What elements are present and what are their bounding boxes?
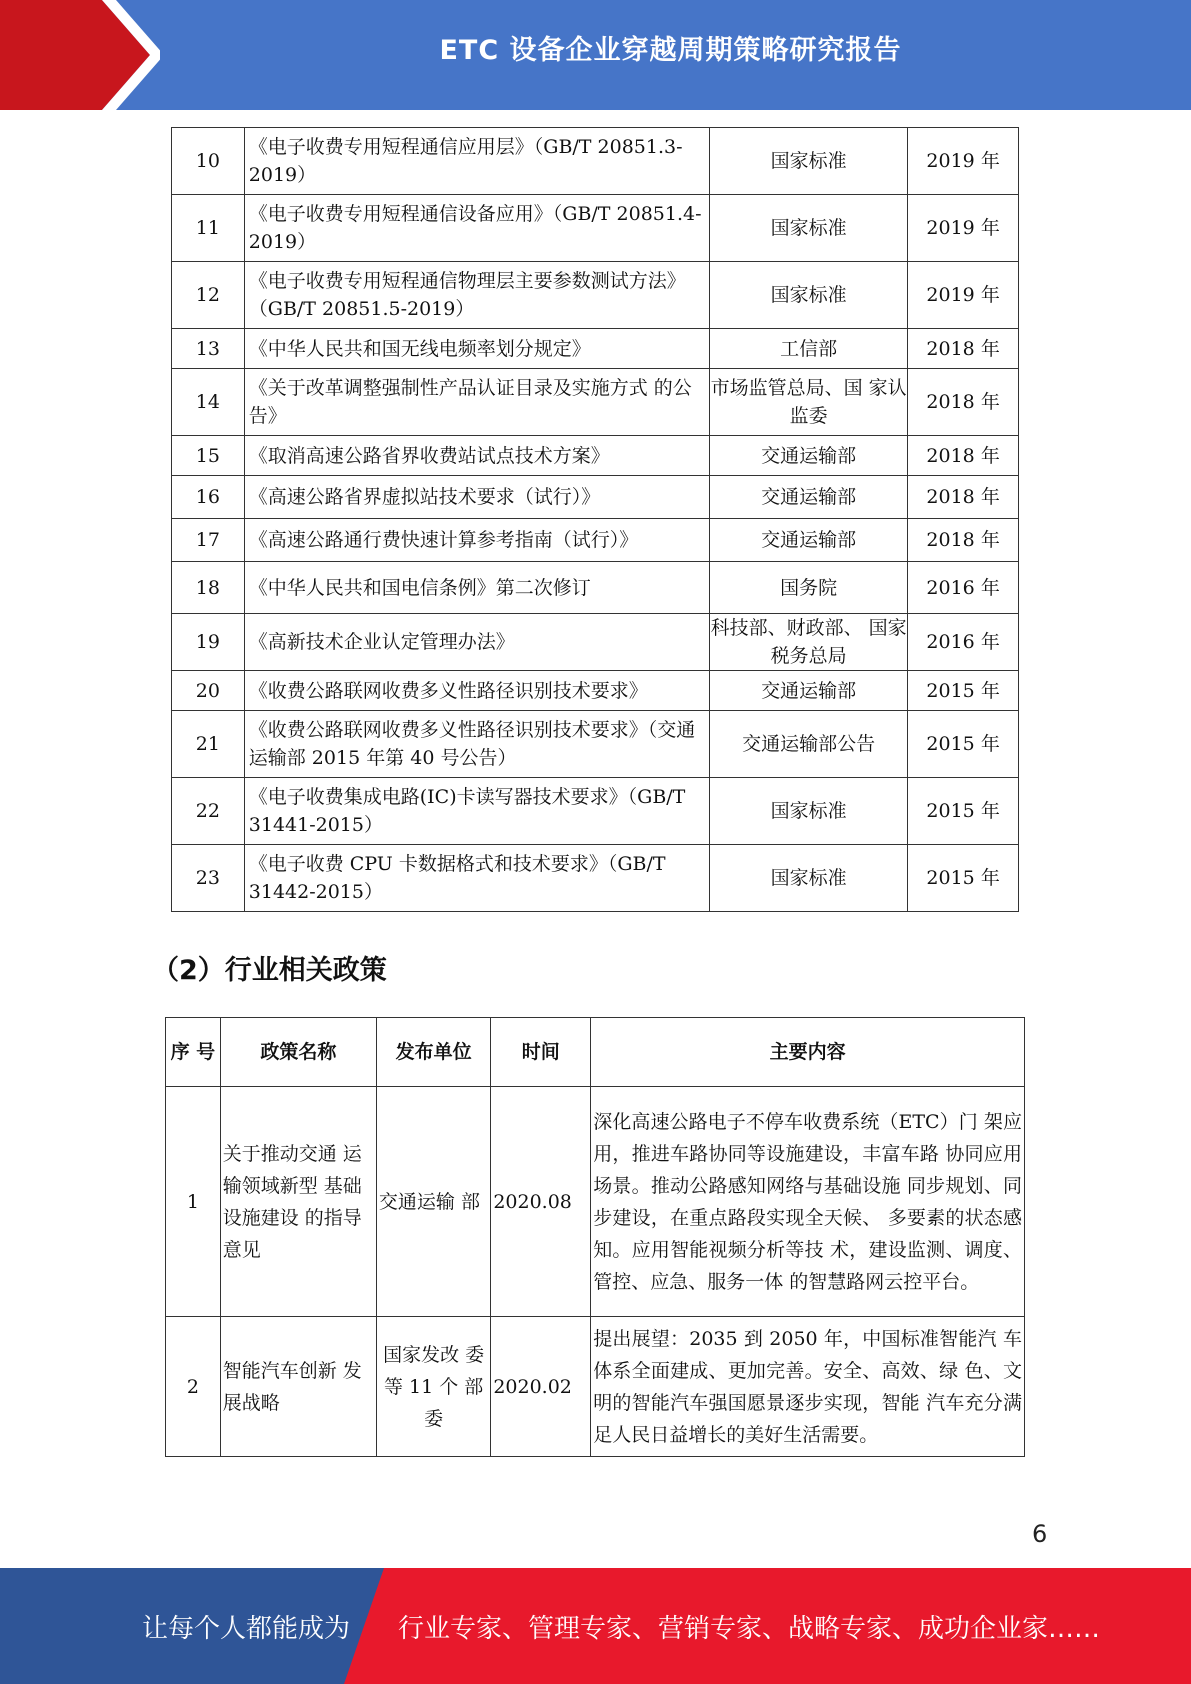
table-row (172, 262, 1019, 329)
policy-content: 提出展望：2035 到 2050 年，中国标准智能汽 车体系全面建成、更加完善。安全、高效、绿 色、文明的智能汽车强国愿景逐步实现，智能 汽车充分满足人民日益增长的美好生活需要。 (591, 1317, 1025, 1457)
std-publisher: 国家标准 (710, 128, 908, 195)
policy-name: 关于推动交通 运输领域新型 基础设施建设 的指导意见 (220, 1087, 376, 1317)
policy-publisher: 交通运输 部 (376, 1087, 490, 1317)
std-num: 17 (172, 519, 245, 562)
std-name: 《中华人民共和国电信条例》第二次修订 (244, 562, 709, 614)
std-publisher: 国家标准 (710, 195, 908, 262)
table-row (172, 476, 1019, 519)
std-year: 2018 年 (908, 476, 1019, 519)
std-publisher: 交通运输部 (710, 436, 908, 476)
std-year: 2018 年 (908, 436, 1019, 476)
policy-content: 深化高速公路电子不停车收费系统（ETC）门 架应用，推进车路协同等设施建设，丰富车路 协同应用场景。推动公路感知网络与基础设施 同步规划、同步建设，在重点路段实现全天候、 多要素的状态感知。应用智能视频分析等技 术，建设监测、调度、管控、应急、服务一体 的智慧路网云控平台。 (591, 1087, 1025, 1317)
std-name: 《收费公路联网收费多义性路径识别技术要求》（交通运输部 2015 年第 40 号公告） (244, 711, 709, 778)
std-year: 2018 年 (908, 519, 1019, 562)
table-row (172, 329, 1019, 369)
std-year: 2018 年 (908, 369, 1019, 436)
std-year: 2015 年 (908, 711, 1019, 778)
std-num: 12 (172, 262, 245, 329)
std-num: 18 (172, 562, 245, 614)
policy-num: 2 (166, 1317, 221, 1457)
table-row (172, 671, 1019, 711)
footer-slogan-right: 行业专家、管理专家、营销专家、战略专家、成功企业家…… (398, 1614, 1101, 1644)
std-publisher: 科技部、财政部、 国家税务总局 (710, 614, 908, 671)
std-name: 《电子收费集成电路(IC)卡读写器技术要求》（GB/T 31441-2015） (244, 778, 709, 845)
std-publisher: 交通运输部 (710, 671, 908, 711)
table-row (172, 778, 1019, 845)
table-row (172, 519, 1019, 562)
std-num: 14 (172, 369, 245, 436)
std-num: 15 (172, 436, 245, 476)
header-num: 序 号 (166, 1018, 221, 1087)
policy-time: 2020.08 (491, 1087, 591, 1317)
std-num: 13 (172, 329, 245, 369)
page-header (0, 0, 1191, 110)
std-year: 2016 年 (908, 614, 1019, 671)
header-content: 主要内容 (591, 1018, 1025, 1087)
std-publisher: 国家标准 (710, 778, 908, 845)
std-name: 《电子收费 CPU 卡数据格式和技术要求》（GB/T 31442-2015） (244, 845, 709, 912)
table-row (172, 369, 1019, 436)
std-publisher: 市场监管总局、国 家认监委 (710, 369, 908, 436)
table-row (172, 711, 1019, 778)
std-name: 《高速公路省界虚拟站技术要求（试行）》 (244, 476, 709, 519)
std-name: 《电子收费专用短程通信物理层主要参数测试方法》（GB/T 20851.5-2019） (244, 262, 709, 329)
std-year: 2019 年 (908, 262, 1019, 329)
table-row (172, 195, 1019, 262)
header-arrow-decoration (0, 0, 160, 110)
section-heading: （2）行业相关政策 (152, 955, 387, 986)
std-name: 《高新技术企业认定管理办法》 (244, 614, 709, 671)
std-num: 23 (172, 845, 245, 912)
table-row (172, 562, 1019, 614)
table-row (166, 1317, 1025, 1457)
std-name: 《电子收费专用短程通信应用层》（GB/T 20851.3-2019） (244, 128, 709, 195)
standards-table (171, 127, 1019, 912)
policy-publisher: 国家发改 委等 11 个 部委 (376, 1317, 490, 1457)
std-num: 20 (172, 671, 245, 711)
std-num: 10 (172, 128, 245, 195)
footer-slogan-left: 让每个人都能成为 (142, 1614, 351, 1644)
table-row (172, 128, 1019, 195)
std-name: 《取消高速公路省界收费站试点技术方案》 (244, 436, 709, 476)
std-year: 2015 年 (908, 778, 1019, 845)
std-year: 2016 年 (908, 562, 1019, 614)
std-publisher: 交通运输部 (710, 476, 908, 519)
header-time: 时间 (491, 1018, 591, 1087)
std-year: 2019 年 (908, 128, 1019, 195)
header-name: 政策名称 (220, 1018, 376, 1087)
table-row (172, 614, 1019, 671)
std-num: 19 (172, 614, 245, 671)
std-publisher: 国家标准 (710, 262, 908, 329)
std-num: 11 (172, 195, 245, 262)
std-publisher: 国务院 (710, 562, 908, 614)
std-publisher: 工信部 (710, 329, 908, 369)
policy-table (165, 1017, 1025, 1457)
std-publisher: 交通运输部 (710, 519, 908, 562)
report-title: ETC 设备企业穿越周期策略研究报告 (439, 35, 902, 66)
std-name: 《中华人民共和国无线电频率划分规定》 (244, 329, 709, 369)
policy-num: 1 (166, 1087, 221, 1317)
table-row (166, 1087, 1025, 1317)
page-footer (0, 1568, 1191, 1684)
table-row (172, 845, 1019, 912)
std-name: 《电子收费专用短程通信设备应用》（GB/T 20851.4-2019） (244, 195, 709, 262)
header-publisher: 发布单位 (376, 1018, 490, 1087)
policy-name: 智能汽车创新 发展战略 (220, 1317, 376, 1457)
std-year: 2019 年 (908, 195, 1019, 262)
policy-table-header-row (166, 1018, 1025, 1087)
std-num: 16 (172, 476, 245, 519)
std-publisher: 国家标准 (710, 845, 908, 912)
std-name: 《收费公路联网收费多义性路径识别技术要求》 (244, 671, 709, 711)
std-publisher: 交通运输部公告 (710, 711, 908, 778)
std-num: 22 (172, 778, 245, 845)
table-row (172, 436, 1019, 476)
std-year: 2015 年 (908, 845, 1019, 912)
std-year: 2015 年 (908, 671, 1019, 711)
policy-time: 2020.02 (491, 1317, 591, 1457)
page-number: 6 (1032, 1520, 1048, 1548)
std-year: 2018 年 (908, 329, 1019, 369)
std-name: 《高速公路通行费快速计算参考指南（试行）》 (244, 519, 709, 562)
std-num: 21 (172, 711, 245, 778)
std-name: 《关于改革调整强制性产品认证目录及实施方式 的公告》 (244, 369, 709, 436)
